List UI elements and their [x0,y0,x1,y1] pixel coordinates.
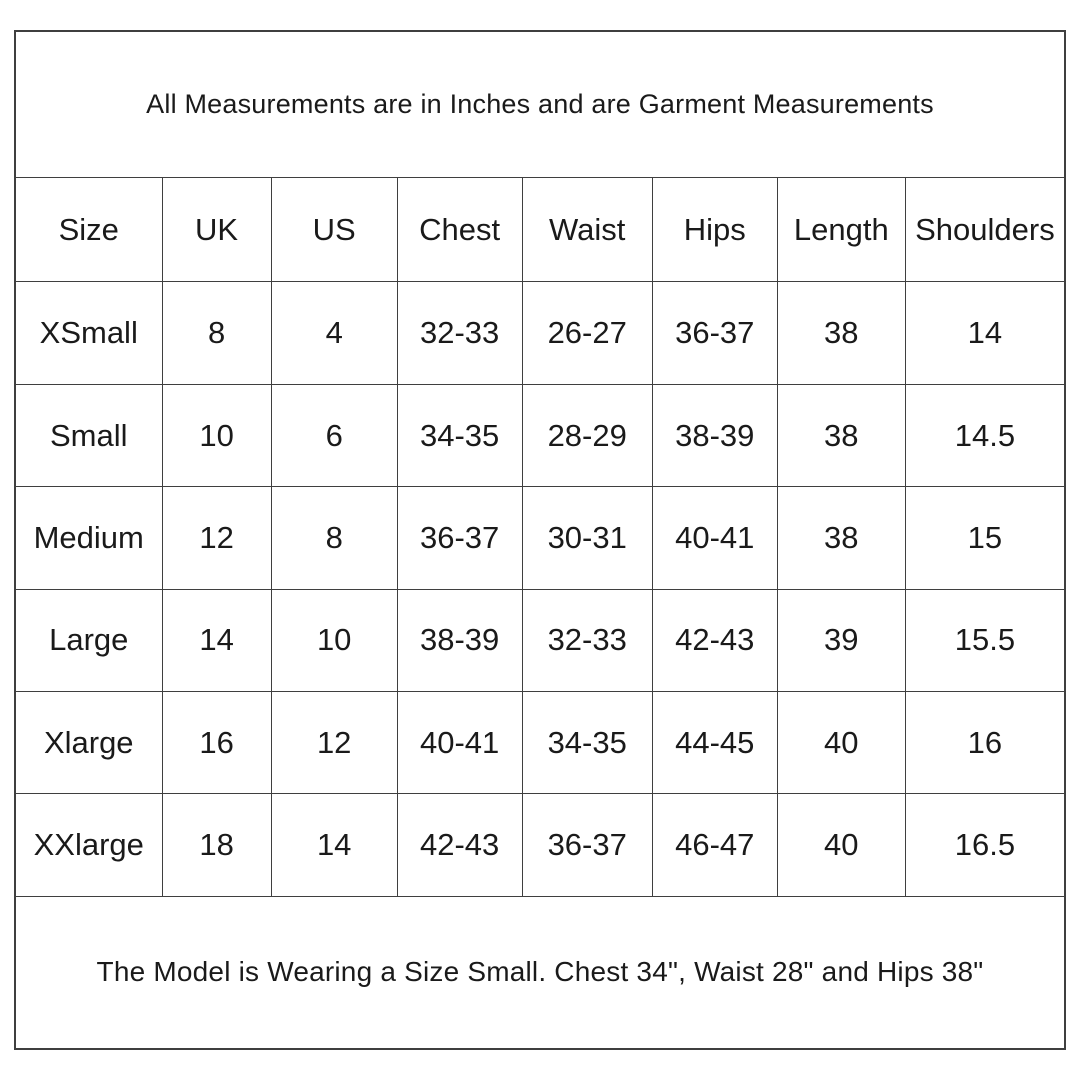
cell-waist: 34-35 [522,692,652,794]
cell-shoulders: 15 [905,487,1065,589]
cell-length: 39 [777,589,905,691]
cell-waist: 30-31 [522,487,652,589]
cell-uk: 10 [162,384,271,486]
size-chart-frame [14,30,1066,1050]
cell-hips: 38-39 [652,384,777,486]
cell-uk: 8 [162,282,271,384]
column-header-us: US [271,178,397,282]
column-header-uk: UK [162,178,271,282]
cell-size: Small [15,384,162,486]
cell-size: XXlarge [15,794,162,896]
footer-row [15,896,1065,1049]
cell-us: 12 [271,692,397,794]
table-row-small [15,384,1065,486]
size-chart-table [14,30,1066,1050]
cell-shoulders: 16 [905,692,1065,794]
cell-waist: 28-29 [522,384,652,486]
column-header-size: Size [15,178,162,282]
cell-chest: 38-39 [397,589,522,691]
column-header-shoulders: Shoulders [905,178,1065,282]
cell-chest: 40-41 [397,692,522,794]
cell-chest: 34-35 [397,384,522,486]
cell-size: Xlarge [15,692,162,794]
table-row-xsmall [15,282,1065,384]
cell-length: 38 [777,487,905,589]
column-header-hips: Hips [652,178,777,282]
cell-length: 38 [777,282,905,384]
cell-chest: 36-37 [397,487,522,589]
chart-title: All Measurements are in Inches and are Garment Measurements [15,31,1065,178]
cell-length: 38 [777,384,905,486]
cell-hips: 42-43 [652,589,777,691]
cell-waist: 26-27 [522,282,652,384]
cell-hips: 44-45 [652,692,777,794]
cell-hips: 40-41 [652,487,777,589]
cell-shoulders: 14.5 [905,384,1065,486]
cell-hips: 36-37 [652,282,777,384]
cell-uk: 16 [162,692,271,794]
cell-size: Large [15,589,162,691]
table-header-row [15,178,1065,282]
cell-us: 8 [271,487,397,589]
cell-length: 40 [777,692,905,794]
table-row-medium [15,487,1065,589]
cell-uk: 14 [162,589,271,691]
cell-waist: 36-37 [522,794,652,896]
cell-us: 14 [271,794,397,896]
column-header-chest: Chest [397,178,522,282]
cell-uk: 18 [162,794,271,896]
cell-uk: 12 [162,487,271,589]
column-header-waist: Waist [522,178,652,282]
table-row-xlarge [15,692,1065,794]
cell-shoulders: 16.5 [905,794,1065,896]
title-row [15,31,1065,178]
cell-shoulders: 14 [905,282,1065,384]
cell-us: 6 [271,384,397,486]
cell-shoulders: 15.5 [905,589,1065,691]
column-header-length: Length [777,178,905,282]
cell-waist: 32-33 [522,589,652,691]
cell-chest: 42-43 [397,794,522,896]
cell-size: XSmall [15,282,162,384]
cell-size: Medium [15,487,162,589]
cell-chest: 32-33 [397,282,522,384]
cell-us: 4 [271,282,397,384]
table-row-xxlarge [15,794,1065,896]
model-note: The Model is Wearing a Size Small. Chest 34", Waist 28" and Hips 38" [15,896,1065,1049]
table-row-large [15,589,1065,691]
cell-us: 10 [271,589,397,691]
cell-length: 40 [777,794,905,896]
cell-hips: 46-47 [652,794,777,896]
